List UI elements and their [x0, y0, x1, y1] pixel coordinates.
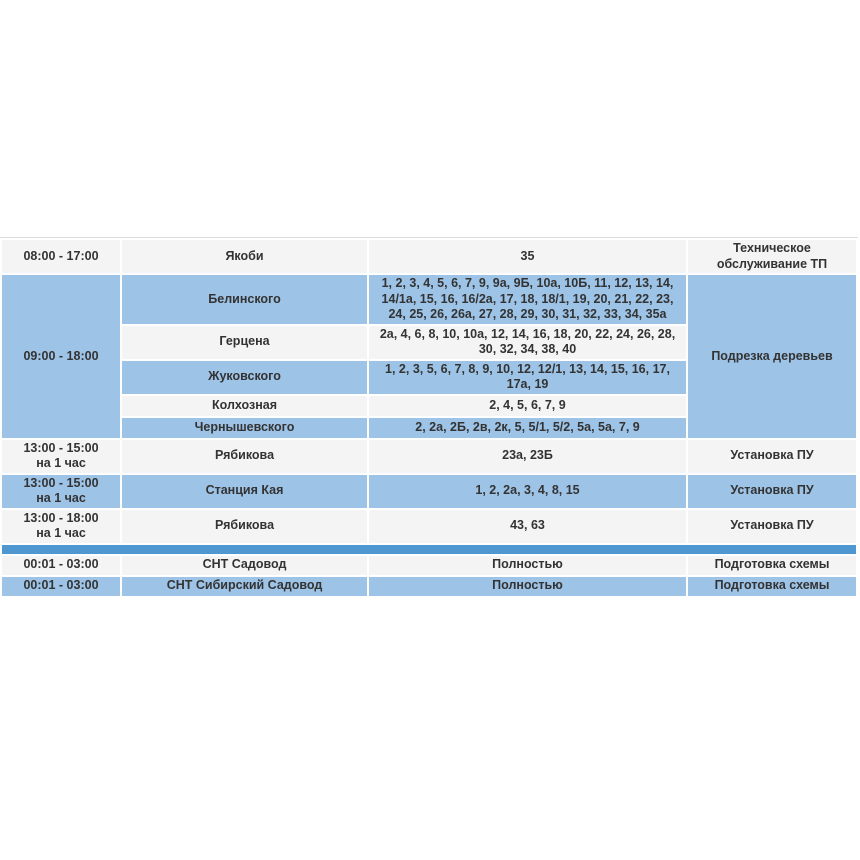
street-cell: СНТ Садовод — [122, 556, 367, 575]
street-cell: Чернышевского — [122, 418, 367, 438]
houses-cell: 2, 4, 5, 6, 7, 9 — [369, 396, 686, 416]
street-cell: Рябикова — [122, 510, 367, 543]
work-cell: Установка ПУ — [688, 510, 856, 543]
separator-band — [2, 545, 856, 554]
street-cell: Колхозная — [122, 396, 367, 416]
houses-cell: 23а, 23Б — [369, 440, 686, 473]
time-range: 13:00 - 15:00 — [23, 440, 99, 455]
houses-cell: 43, 63 — [369, 510, 686, 543]
work-cell: Подготовка схемы — [688, 577, 856, 596]
time-cell: 00:01 - 03:00 — [2, 577, 120, 596]
work-cell-merged: Подрезка деревьев — [688, 275, 856, 438]
table-row — [2, 510, 856, 543]
street-cell: Жуковского — [122, 361, 367, 394]
time-duration: на 1 час — [36, 456, 86, 470]
table-row — [2, 556, 856, 575]
table-row — [2, 240, 856, 273]
street-cell: Якоби — [122, 240, 367, 273]
time-cell: 00:01 - 03:00 — [2, 556, 120, 575]
table-row — [2, 275, 856, 324]
outage-schedule-table — [0, 237, 858, 598]
time-range: 13:00 - 15:00 — [23, 475, 99, 490]
houses-cell: 1, 2, 3, 4, 5, 6, 7, 9, 9а, 9Б, 10а, 10Б, 11, 12, 13, 14, 14/1а, 15, 16, 16/2а, 17, 18, 18/1, 19, 20, 21, 22, 23, 24, 25, 26, 26а, 27, 28, 29, 30, 31, 32, 33, 34, 35а — [369, 275, 686, 324]
houses-cell: 2, 2а, 2Б, 2в, 2к, 5, 5/1, 5/2, 5а, 5а, 7, 9 — [369, 418, 686, 438]
houses-cell: 35 — [369, 240, 686, 273]
houses-cell: Полностью — [369, 577, 686, 596]
time-cell-merged: 09:00 - 18:00 — [2, 275, 120, 438]
houses-cell: 1, 2, 3, 5, 6, 7, 8, 9, 10, 12, 12/1, 13, 14, 15, 16, 17, 17а, 19 — [369, 361, 686, 394]
time-duration: на 1 час — [36, 491, 86, 505]
houses-cell: 2а, 4, 6, 8, 10, 10а, 12, 14, 16, 18, 20, 22, 24, 26, 28, 30, 32, 34, 38, 40 — [369, 326, 686, 359]
houses-cell: 1, 2, 2а, 3, 4, 8, 15 — [369, 475, 686, 508]
work-cell: Подготовка схемы — [688, 556, 856, 575]
table-row — [2, 475, 856, 508]
houses-cell: Полностью — [369, 556, 686, 575]
street-cell: Белинского — [122, 275, 367, 324]
time-cell: 08:00 - 17:00 — [2, 240, 120, 273]
time-cell — [2, 440, 120, 473]
work-cell: Установка ПУ — [688, 440, 856, 473]
table-row — [2, 545, 856, 554]
street-cell: Герцена — [122, 326, 367, 359]
street-cell: СНТ Сибирский Садовод — [122, 577, 367, 596]
street-cell: Рябикова — [122, 440, 367, 473]
time-cell — [2, 510, 120, 543]
street-cell: Станция Кая — [122, 475, 367, 508]
table-row — [2, 577, 856, 596]
work-cell: Техническое обслуживание ТП — [688, 240, 856, 273]
table-row — [2, 440, 856, 473]
time-duration: на 1 час — [36, 526, 86, 540]
time-range: 13:00 - 18:00 — [23, 510, 99, 525]
time-cell — [2, 475, 120, 508]
work-cell: Установка ПУ — [688, 475, 856, 508]
